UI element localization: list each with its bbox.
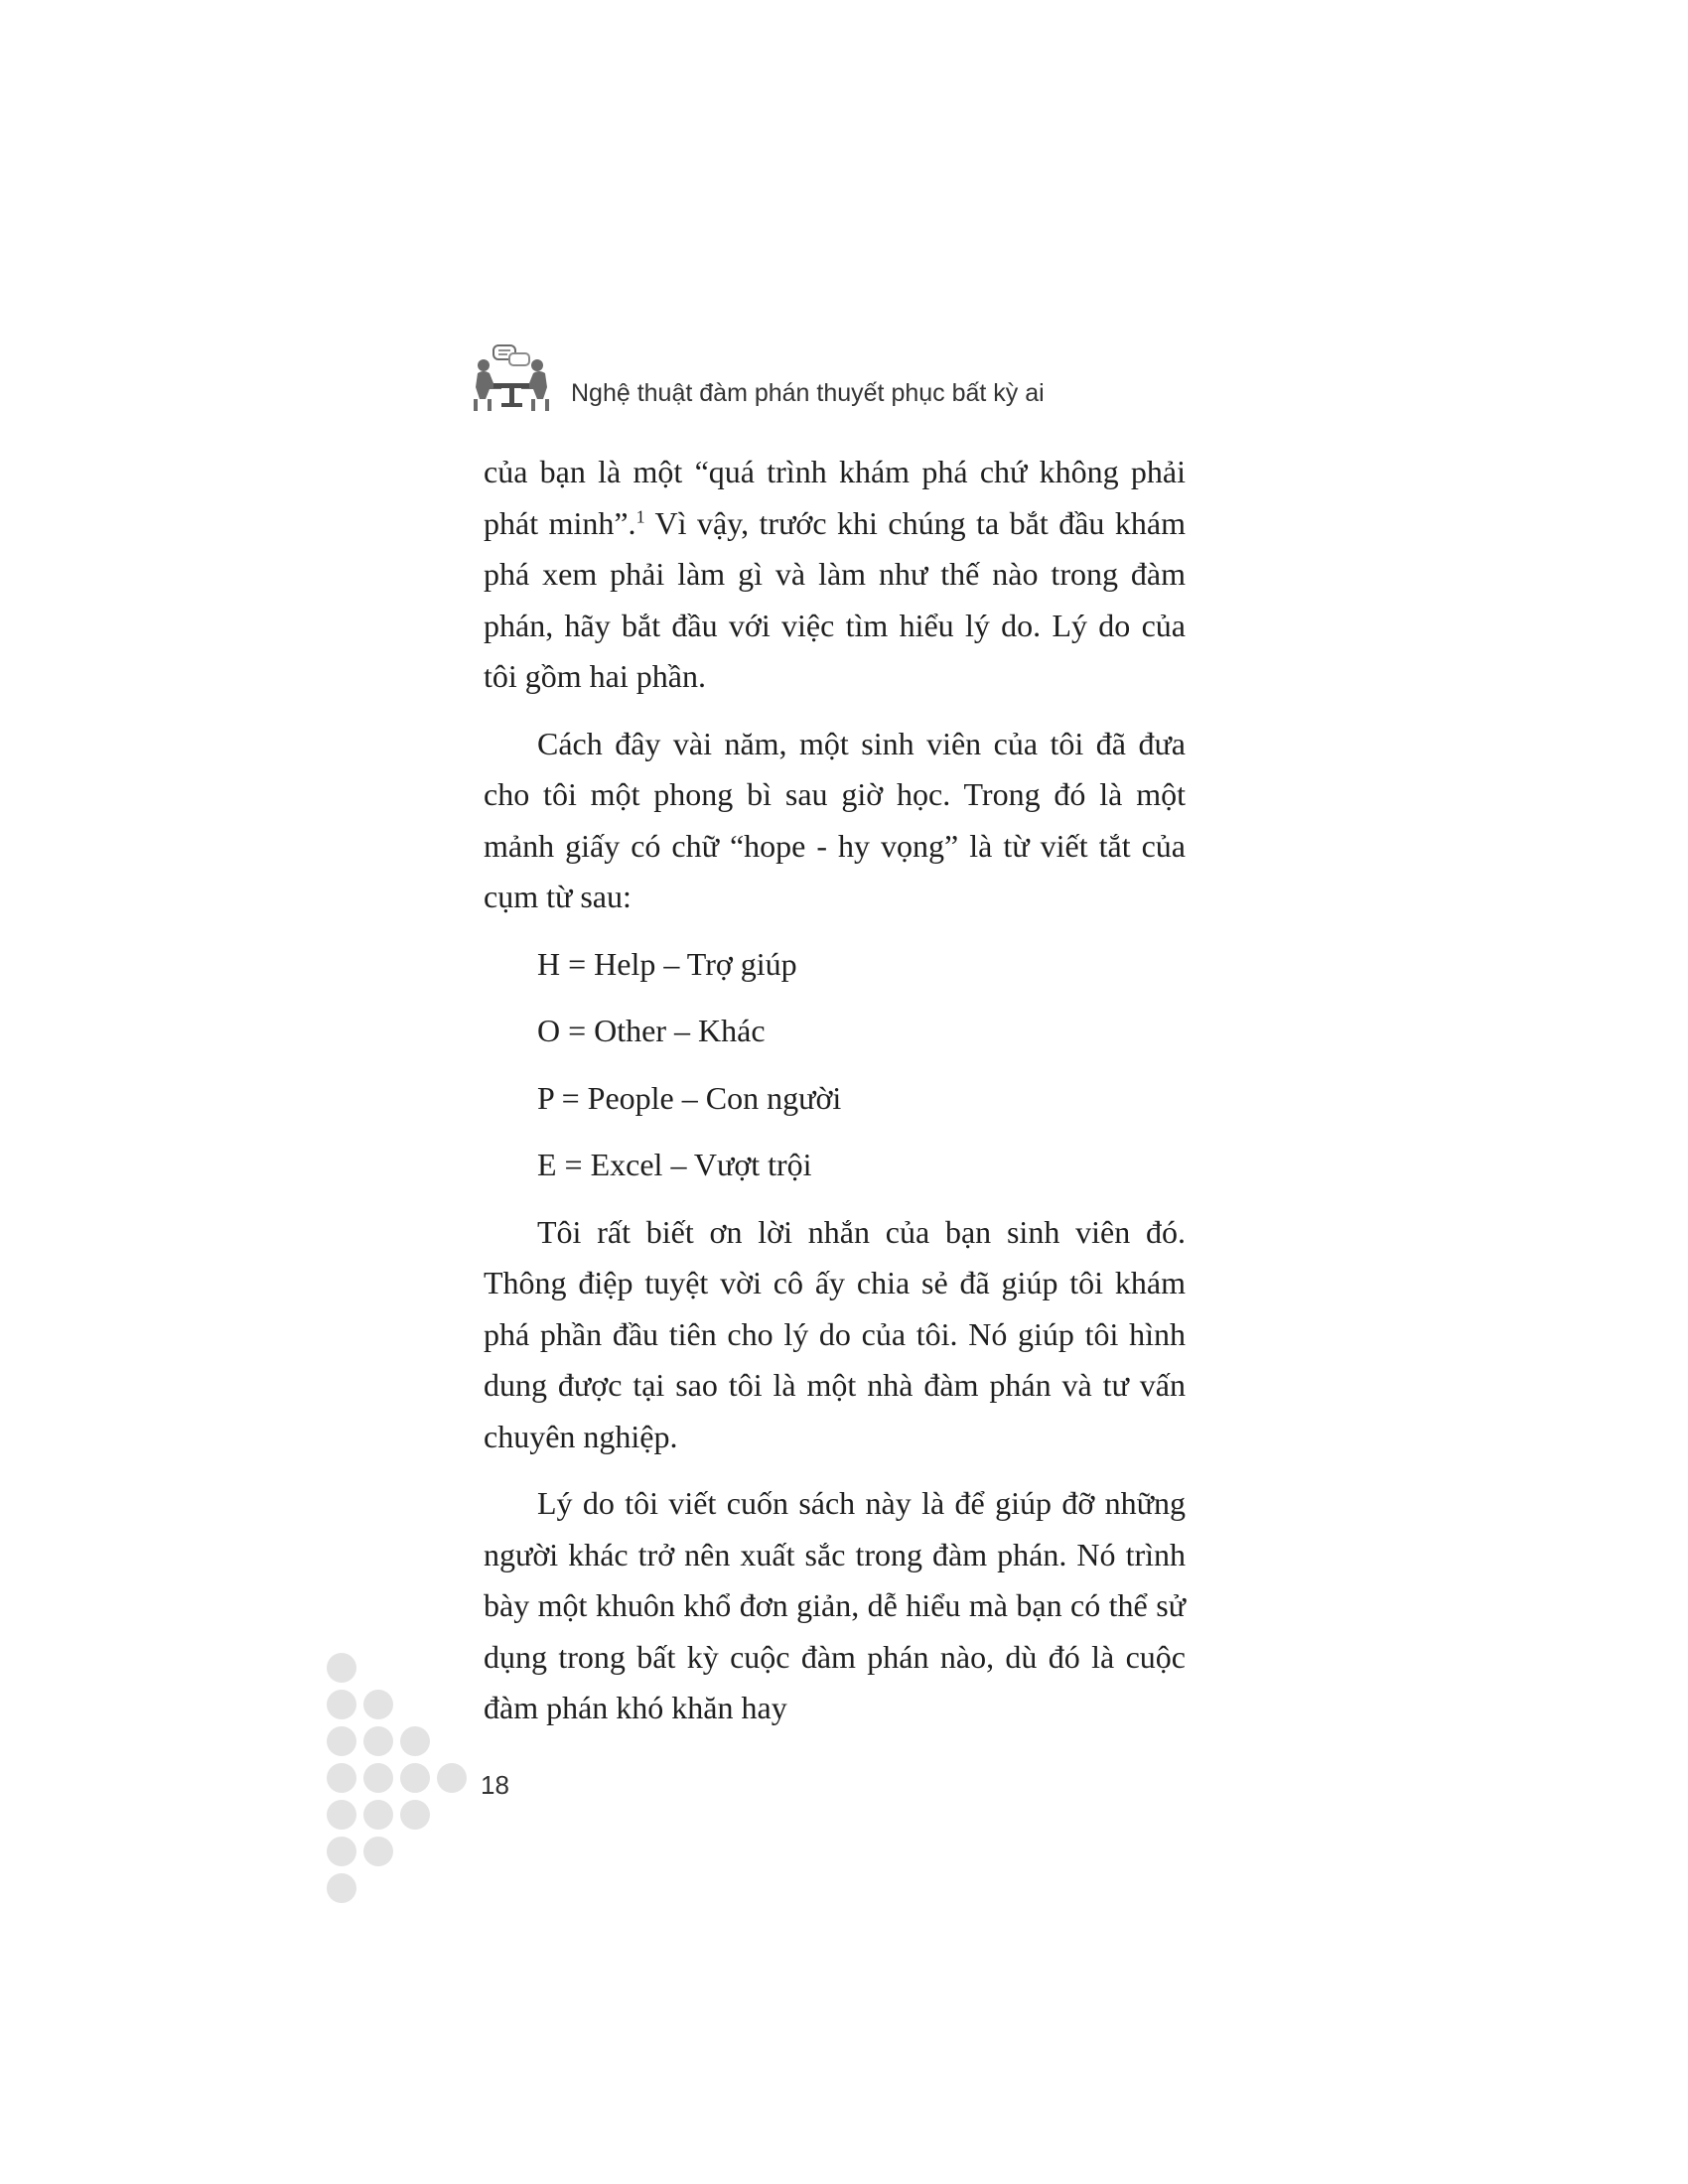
page-number: 18	[481, 1770, 509, 1800]
paragraph-2: Cách đây vài năm, một sinh viên của tôi đã đưa cho tôi một phong bì sau giờ học. Trong đó là một mảnh giấy có chữ “hope - hy vọng” là từ viết tắt của cụm từ sau:	[484, 725, 1186, 914]
running-header	[472, 340, 1226, 419]
negotiation-table-icon	[472, 340, 551, 419]
list-item-p: P = People – Con người	[537, 1079, 842, 1116]
paragraph-4: Lý do tôi viết cuốn sách này là để giúp đỡ những người khác trở nên xuất sắc trong đàm phán. Nó trình bày một khuôn khổ đơn giản, dễ hiểu mà bạn có thể sử dụng trong bất kỳ cuộc đàm phán nào, dù đó là cuộc đàm phán khó khăn hay	[484, 1485, 1186, 1725]
paragraph-3: Tôi rất biết ơn lời nhắn của bạn sinh viên đó. Thông điệp tuyệt vời cô ấy chia sẻ đã giúp tôi khám phá phần đầu tiên cho lý do của tôi. Nó giúp tôi hình dung được tại sao tôi là một nhà đàm phán và tư vấn chuyên nghiệp.	[484, 1213, 1186, 1454]
list-item-h: H = Help – Trợ giúp	[537, 945, 797, 982]
paragraph-1-text-b: Vì vậy, trước khi chúng ta bắt đầu khám phá xem phải làm gì và làm như thế nào trong đàm phán, hãy bắt đầu với việc tìm hiểu lý do. Lý do của tôi gồm hai phần.	[484, 504, 1187, 694]
paragraph-1-text-a: của bạn là một “quá trình khám phá chứ không phải phát minh”.	[484, 454, 1186, 541]
list-item-o: O = Other – Khác	[537, 1013, 766, 1048]
page-body	[484, 447, 1186, 1750]
paragraph-1	[484, 447, 1186, 703]
list-item-e: E = Excel – Vượt trội	[537, 1147, 812, 1182]
book-title: Nghệ thuật đàm phán thuyết phục bất kỳ ai	[571, 379, 1045, 407]
footnote-marker[interactable]: 1	[635, 505, 645, 526]
